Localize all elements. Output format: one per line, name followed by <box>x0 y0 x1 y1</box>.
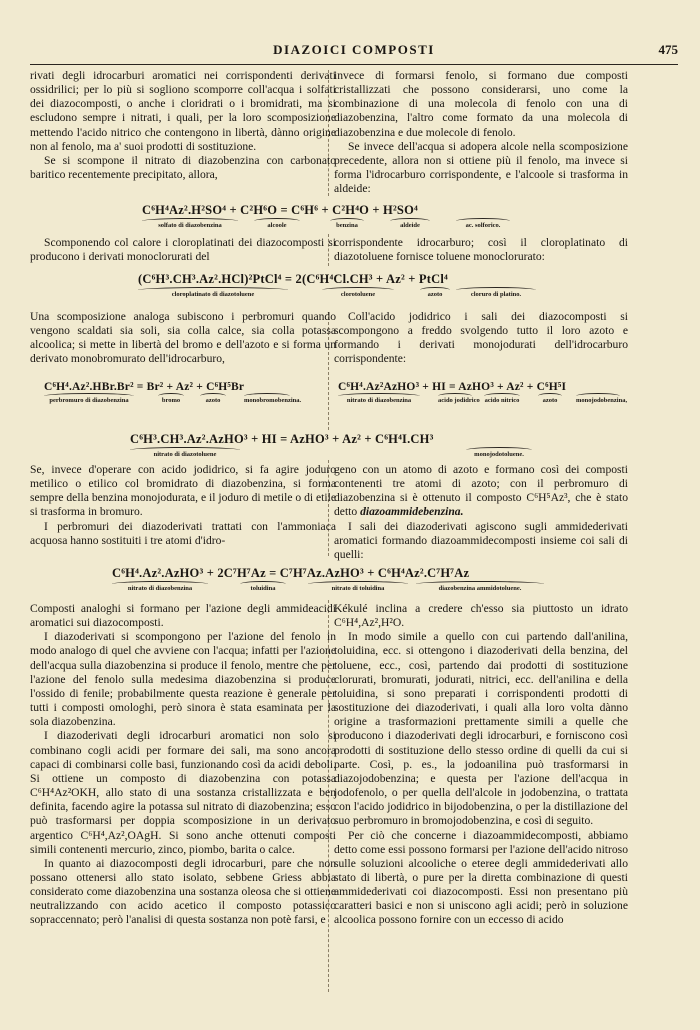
paragraph: Coll'acido jodidrico i sali dei diazocomposti si scompongono a freddo svolgendo tutto il loro azoto e formando i derivati monojodurati dell'idrocarburo corrispondente: <box>334 310 628 366</box>
chemical-equation: C⁶H⁴Az².H²SO⁴ + C²H⁶O = C⁶H⁶ + C²H⁴O + H²SO⁴ solfato di diazobenzina alcoole benzina aldeide ac. solforico. <box>142 203 542 230</box>
formula-label: monojodobenzina, <box>576 393 620 404</box>
formula-label: bromo <box>158 393 184 404</box>
formula-label: ac. solforico. <box>456 218 510 229</box>
formula-label: nitrato di diazobenzina <box>112 581 208 592</box>
paragraph: Scomponendo col calore i cloroplatinati dei diazocomposti si producono i derivati monoclorurati del <box>30 236 336 264</box>
chemical-equation: C⁶H⁴.Az².AzHO³ + 2C⁷H⁷Az = C⁷H⁷Az.AzHO³ + C⁶H⁴Az².C⁷H⁷Az nitrato di diazobenzina toluidina nitrato di toluidina diazobenzina ammidotoluene. <box>112 566 572 593</box>
formula-label: benzina <box>330 218 364 229</box>
formula-label: azoto <box>200 393 226 404</box>
formula-label: solfato di diazobenzina <box>142 218 238 229</box>
paragraph: rivati degli idrocarburi aromatici nei corrispondenti derivati ossidrilici; per lo più si sogliono scomporre coll'acqua i solfati dei diazocomposti, o anche i cloridrati o i bromidrati, ma si escludono sempre i nitrati, i quali, per la loro scomposizione mettendo l'acido nitrico che contengono in libertà, dànno origine non al fenolo, ma a' suoi prodotti di sostituzione. Se si scompone il nitrato di diazobenzina con carbonato baritico recentemente precipitato, allora, <box>30 69 336 182</box>
emphasis: diazoammidebenzina. <box>360 505 464 519</box>
formula-label: nitrato di toluidina <box>308 581 408 592</box>
paragraph: invece di formarsi fenolo, si formano due composti cristallizzati che possono considerarsi, uno come la combinazione di una molecola di fenolo con una di diazobenzina, l'altro come formato da una molecola di diazobenzina e due molecole di fenolo. Se invece dell'acqua si adopera alcole nella scomposizione precedente, allora non si ottiene più il fenolo, ma invece si forma l'idrocarburo corrispondente, e l'alcoole si trasforma in aldeide: <box>334 69 628 196</box>
paragraph: Se, invece d'operare con acido jodidrico, si fa agire joduro metilico o etilico col bromidrato di diazobenzina, si forma sempre della benzina monojodurata, e il joduro di metile o di etile si trasforma in bromuro. I perbromuri dei diazoderivati trattati con l'ammoniaca acquosa hanno sostituiti i tre atomi d'idro- <box>30 463 336 547</box>
paragraph: Una scomposizione analoga subiscono i perbromuri quando vengono scaldati sia soli, sia colla calce, sia colla potassa alcoolica; si mette in libertà del bromo e dell'azoto e si forma un derivato monobromurato dell'idrocarburo, <box>30 310 336 366</box>
formula-label: azoto <box>420 287 450 298</box>
page-number: 475 <box>658 42 678 57</box>
paragraph: Kékulé inclina a credere ch'esso sia piuttosto un idrato C⁶H⁴,Az²,H²O. In modo simile a quello con cui partendo dall'anilina, toluidina, ecc. si ottengono i diazoderivati della benzina, del toluene, ecc., così, partendo dai prodotti di sostituzione clorurati, bromurati, jodurati, nitrici, ecc. dell'anilina e della toluidina, si sono preparati i corrispondenti prodotti di sostituzione dei diazoderivati, i quali alla loro volta dànno origine a trasformazioni prettamente simili a quelle che producono i diazoderivati degli idrocarburi, e forniscono così prodotti di sostituzione dello stesso ordine di quelli da cui si parte. Così, p. es., la jodoanilina può trasformarsi in diazojodobenzina; e questa per l'azione dell'acqua in jodofenolo, o per quella dell'alcole in jodobenzina, o trattata con l'acido jodidrico in bijodobenzina, o per la distillazione del suo perbromuro in bromojodobenzina, e così di seguito. Per ciò che concerne i diazoammidecomposti, abbiamo detto come essi possono formarsi per l'azione dell'acido nitroso sulle soluzioni alcooliche o eteree degli ammidederivati allo stato di libertà, o pure per la diretta combinazione di questi ammidederivati coi diazocomposti. Essi non presentano più caratteri basici e non si uniscono agli acidi; però in soluzione alcoolica possono fornire con un eccesso di acido <box>334 602 628 927</box>
formula-label: aldeide <box>390 218 430 229</box>
paragraph: geno con un atomo di azoto e formano così dei composti contenenti tre atomi di azoto; con il perbromuro di diazobenzina si è ottenuto il composto C⁶H⁵Az³, che è stato detto diazoammidebenzina. I sali dei diazoderivati agiscono sugli ammidederivati aromatici formando diazoammidecomposti insieme coi sali di quelli: <box>334 463 628 561</box>
chemical-equation: (C⁶H³.CH³.Az².HCl)²PtCl⁴ = 2(C⁶H⁴Cl.CH³ + Az² + PtCl⁴ cloroplatinato di diazotoluene clorotoluene azoto cloruro di platino. <box>138 272 558 299</box>
formula-label: cloruro di platino. <box>456 287 536 298</box>
header-rule <box>30 64 678 65</box>
chemical-equation: C⁶H³.CH³.Az².AzHO³ + HI = AzHO³ + Az² + C⁶H⁴I.CH³ nitrato di diazotoluene monojodotoluene. <box>130 432 570 459</box>
page-header <box>30 40 678 60</box>
formula-label: nitrato di diazotoluene <box>130 447 240 458</box>
formula-label: acido jodidrico <box>438 393 472 404</box>
formula-label: perbromuro di diazobenzina <box>44 393 134 404</box>
running-title: DIAZOICI COMPOSTI <box>273 42 435 57</box>
chemical-equation: C⁶H⁴.Az².HBr.Br² = Br² + Az² + C⁶H⁵Br perbromuro di diazobenzina bromo azoto monobromobenzina. <box>44 381 302 404</box>
formula-label: alcoole <box>254 218 300 229</box>
formula-label: nitrato di diazobenzina <box>338 393 420 404</box>
formula-label: cloroplatinato di diazotoluene <box>138 287 288 298</box>
formula-label: monobromobenzina. <box>244 393 290 404</box>
formula-label: acido nitrico <box>484 393 520 404</box>
paragraph: Composti analoghi si formano per l'azione degli ammideacidi aromatici sui diazocomposti. I diazoderivati si scompongono per l'azione del fenolo in modo analogo di quel che avviene con l'acqua; infatti per l'azione dell'acqua sulla diazobenzina si produce il fenolo, mentre che per l'azione del fenolo sulla medesima diazobenzina si produce l'ossido di fenile; probabilmente questa reazione è generale per tutti i composti omologhi, però sinora è stata esaminata per la sola diazobenzina. I diazoderivati degli idrocarburi aromatici non solo si combinano cogli acidi per formare dei sali, ma sono ancora capaci di combinarsi colle basi, funzionando così da acidi deboli. Si ottiene un composto di diazobenzina con potassa C⁶H⁴Az²OKH, allo stato di una sostanza cristallizzata e ben definita, facendo agire la potassa sul nitrato di diazobenzina; esso può trasformarsi per doppia scomposizione in un derivato argentico C⁶H⁴,Az²,OAgH. Si sono anche ottenuti composti simili contenenti mercurio, zinco, piombo, barita o calce. In quanto ai diazocomposti degli idrocarburi, pare che non possano ottenersi allo stato isolato, sebbene Griess abbia considerato come diazobenzina una sostanza oleosa che si ottiene neutralizzando con acido acetico il composto potassico sopraccennato; però l'analisi di questa sostanza non potè farsi, e <box>30 602 336 927</box>
formula-label: clorotoluene <box>322 287 394 298</box>
formula-label: diazobenzina ammidotoluene. <box>416 581 544 592</box>
chemical-equation: C⁶H⁴.Az²AzHO³ + HI = AzHO³ + Az² + C⁶H⁵I nitrato di diazobenzina acido jodidrico acido nitrico azoto monojodobenzina, <box>338 381 628 404</box>
formula-label: toluidina <box>240 581 286 592</box>
paragraph: corrispondente idrocarburo; così il cloroplatinato di diazotoluene fornisce toluene monoclorurato: <box>334 236 628 264</box>
formula-label: azoto <box>538 393 562 404</box>
formula-label: monojodotoluene. <box>466 447 532 458</box>
